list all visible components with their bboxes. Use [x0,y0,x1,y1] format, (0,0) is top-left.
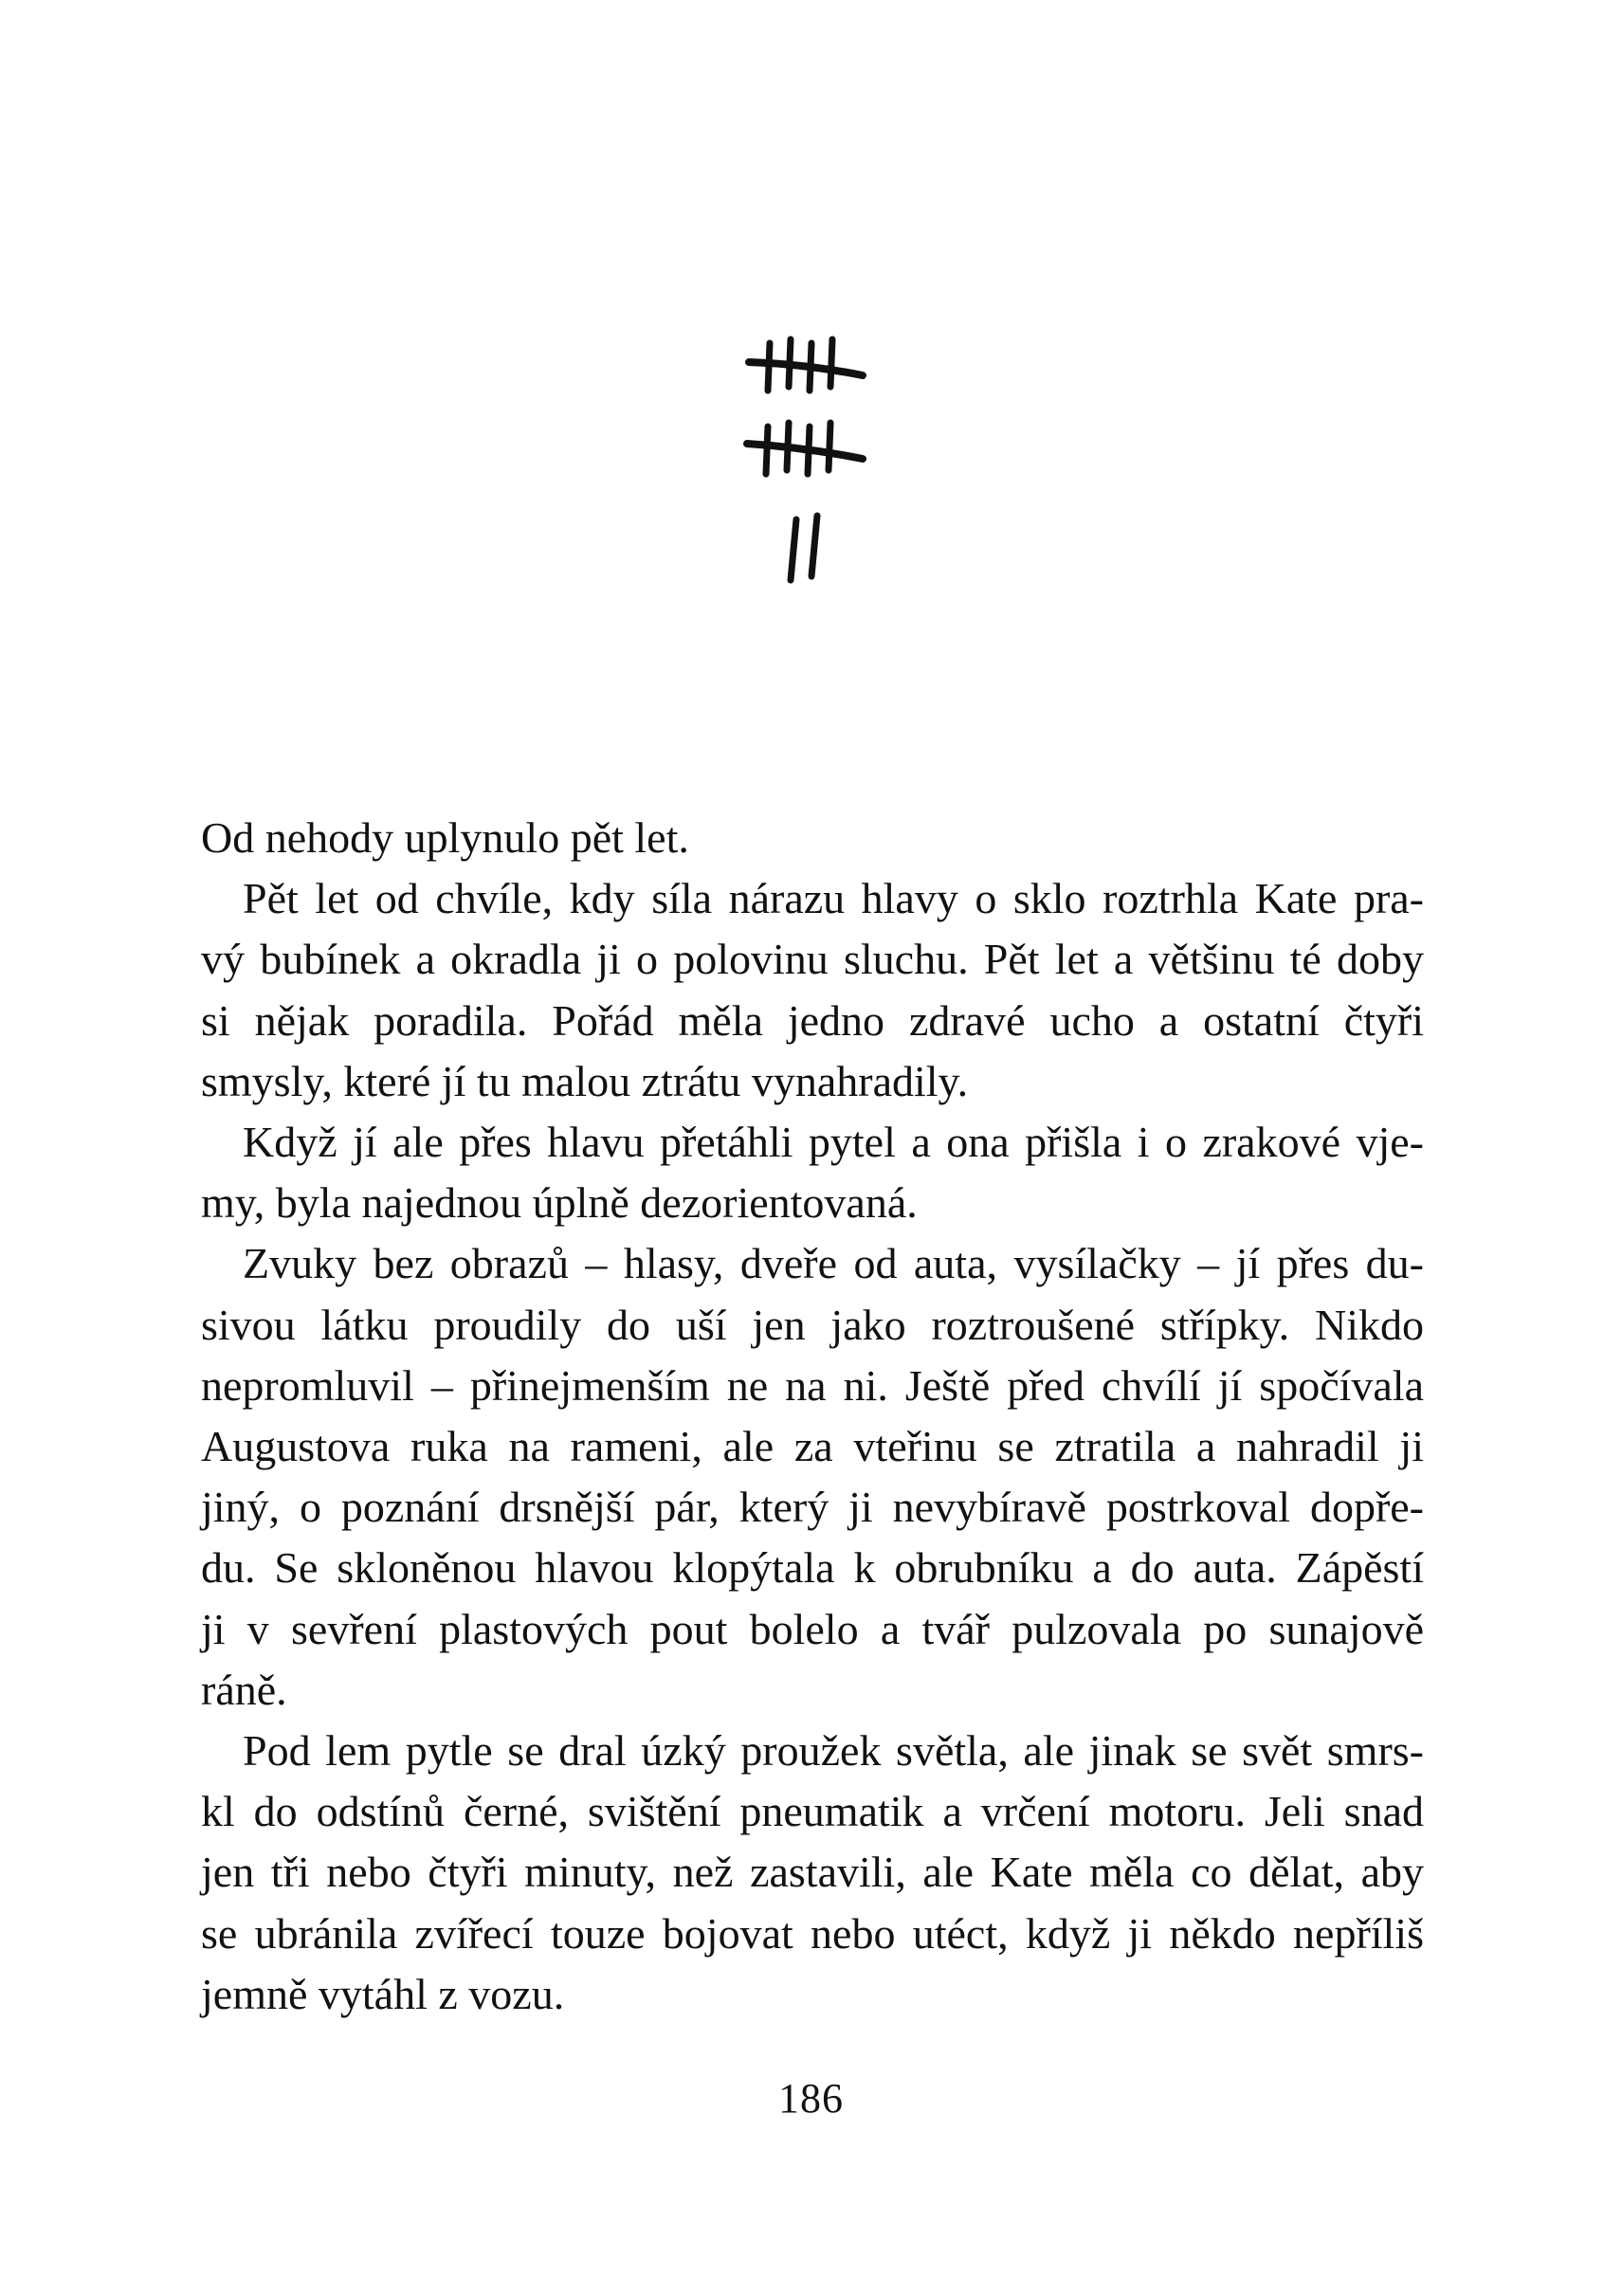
tally-group-2 [747,423,863,474]
body-text [201,808,1424,2025]
paragraph-3 [201,1112,1424,1233]
text-line: Od nehody uplynulo pět let. [201,813,689,862]
text-line: kl do odstínů černé, svištění pneumatik a vrčení motoru. Jeli snad [201,1787,1424,1836]
page-number: 186 [778,2075,844,2122]
text-line: ji v sevření plastových pout bolelo a tvář pulzovala po sunajově [201,1604,1424,1653]
text-line: jemně vytáhl z vozu. [201,1969,565,2018]
text-line: Pět let od chvíle, kdy síla nárazu hlavy o sklo roztrhla Kate pra- [243,874,1424,923]
text-line: jen tři nebo čtyři minuty, než zastavili, ale Kate měla co dělat, aby [201,1848,1424,1897]
paragraph-2 [201,868,1424,1112]
text-line: Augustova ruka na rameni, ale za vteřinu se ztratila a nahradil ji [201,1422,1424,1471]
paragraph-5 [201,1721,1424,2025]
text-line: nepromluvil – přinejmenším ne na ni. Ještě před chvílí jí spočívala [201,1360,1424,1410]
text-line: jiný, o poznání drsnější pár, který ji nevybíravě postrkoval dopře- [201,1483,1424,1532]
text-line: ráně. [201,1665,287,1714]
tally-group-3 [791,516,817,580]
text-line: si nějak poradila. Pořád měla jedno zdravé ucho a ostatní čtyři [201,995,1424,1045]
tally-group-1 [749,339,863,391]
text-line: Když jí ale přes hlavu přetáhli pytel a ona přišla i o zrakové vje- [243,1118,1424,1167]
text-line: du. Se skloněnou hlavou klopýtala k obrubníku a do auta. Zápěstí [201,1543,1424,1593]
text-line: smysly, které jí tu malou ztrátu vynahradily. [201,1056,969,1105]
tally-marks-illustration [730,332,901,607]
text-line: se ubránila zvířecí touze bojovat nebo utéct, když ji někdo nepříliš [201,1908,1424,1958]
paragraph-1 [201,808,1424,868]
text-line: vý bubínek a okradla ji o polovinu sluchu. Pět let a většinu té doby [201,935,1424,984]
text-line: my, byla najednou úplně dezorientovaná. [201,1178,918,1228]
tally-marks-drawing [730,332,901,607]
text-line: sivou látku proudily do uší jen jako roztroušené střípky. Nikdo [201,1300,1424,1349]
paragraph-4 [201,1233,1424,1721]
text-line: Zvuky bez obrazů – hlasy, dveře od auta, vysílačky – jí přes du- [243,1239,1424,1288]
text-line: Pod lem pytle se dral úzký proužek světla, ale jinak se svět smrs- [243,1726,1424,1776]
